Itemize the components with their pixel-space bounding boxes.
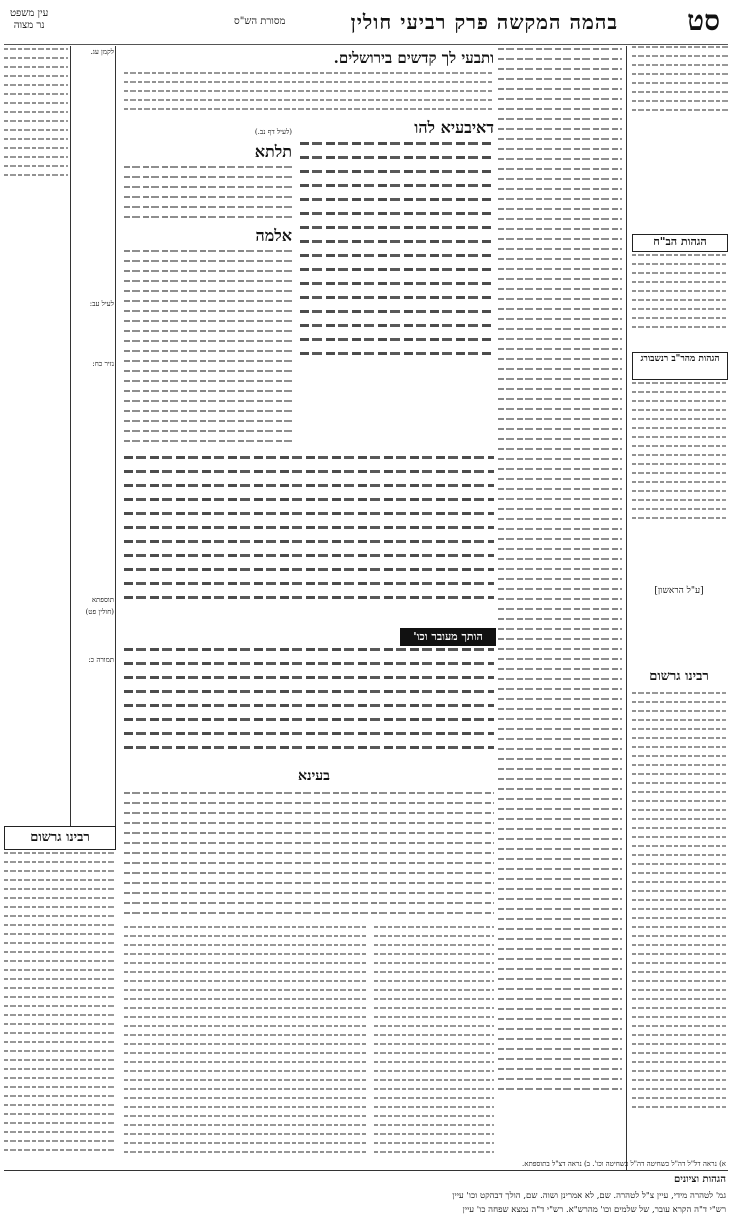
tosafot-side-2 <box>124 250 292 450</box>
tosafot-side-1 <box>124 166 292 224</box>
rosh-note: [ע"ל הראשון] <box>654 586 704 596</box>
mishnah-heading-highlight: הותך מעובר וכו' <box>400 628 496 646</box>
gemara-closing: בעינא <box>298 768 330 784</box>
rabbeinu-gershom-left-heading: רבינו גרשום <box>4 826 116 850</box>
hagahot-maharav-text <box>632 382 726 552</box>
gemara-side-heading-2 <box>124 226 292 248</box>
gemara-dibur <box>294 118 494 140</box>
page-number: סט <box>687 4 720 37</box>
footer-divider <box>4 1170 728 1171</box>
hagahot-bach-text <box>632 254 726 346</box>
rabbeinu-gershom-right-heading: רבינו גרשום <box>632 666 726 688</box>
hagahot-bach-heading: הגהות הב"ח <box>632 234 728 252</box>
ein-mishpat-text: עין משפט <box>10 8 49 19</box>
left-ref-2: לעיל עב: <box>89 300 114 308</box>
gemara-side-heading <box>124 142 292 164</box>
rabbeinu-gershom-right-text <box>632 692 726 1162</box>
page-title: בהמה המקשה פרק רביעי חולין <box>350 10 618 34</box>
rashi-commentary <box>498 48 622 1158</box>
hagahot-vetziyunim-heading: הגהות וציונים <box>673 1174 726 1185</box>
gemara-opening-b: דאיבעיא להו <box>414 118 494 137</box>
tosafot-top <box>124 72 494 120</box>
left-column-divider <box>115 46 116 826</box>
tosefta-note: תוספתא <box>91 596 114 604</box>
ner-mitzvah-text: נר מצוה <box>13 20 45 31</box>
gemara-opening-line <box>124 48 494 68</box>
gemara-opening-c: תלתא <box>254 142 292 161</box>
gemara-opening-d: אלמה <box>255 226 292 245</box>
ein-mishpat-divider <box>70 46 71 826</box>
right-column-divider <box>626 46 627 1171</box>
tosafot-bottom-left <box>124 926 368 1160</box>
rabbeinu-gershom-left-text <box>4 852 114 1158</box>
hagahot-maharav-heading: הגהות מהר"ב רנשבורג <box>632 352 728 380</box>
left-ref-1: לקמן עג. <box>90 48 114 56</box>
ein-mishpat-label <box>10 8 48 32</box>
tosafot-bottom-right <box>374 926 494 1160</box>
footer-bottom-note: א) נראה דל"ל דה"ל כשחיטה דה"ל כשחיטה וכו'. ב) נראה דצ"ל בתוספתא. <box>522 1160 726 1168</box>
tosefta-ref: (חולין פט) <box>85 608 114 616</box>
ein-mishpat-column <box>4 48 68 238</box>
masoret-hashas-label: מסורת הש"ס <box>234 16 286 27</box>
left-ref-3: נזיר כח: <box>92 360 114 368</box>
gemara-opening-a: ותבעי לך קדשים בירושלים. <box>333 49 494 67</box>
gemara-main-upper <box>300 142 494 382</box>
footer-note-2: רש"י ד"ה הקרא עובר, של שלמים וכו' מהרש"א. רש"י ד"ה נמצא שפחה כו' עיין <box>462 1205 726 1215</box>
masoret-hashas-column <box>632 46 728 166</box>
gemara-main-middle <box>124 456 494 626</box>
footer-note-1: גמ' לטהרה מידי, עיין צ"ל לטהרה. שם, לא אמרינן ושוה. שם, הולך דבהקט וכו' עיין <box>452 1191 726 1201</box>
page-header <box>4 4 728 45</box>
tosafot-lower <box>124 792 494 922</box>
sheet-ref: (לעיל דף נב.) <box>254 128 292 136</box>
gemara-main-lower <box>124 648 494 768</box>
temurah-ref: תמורה כ: <box>88 656 114 664</box>
